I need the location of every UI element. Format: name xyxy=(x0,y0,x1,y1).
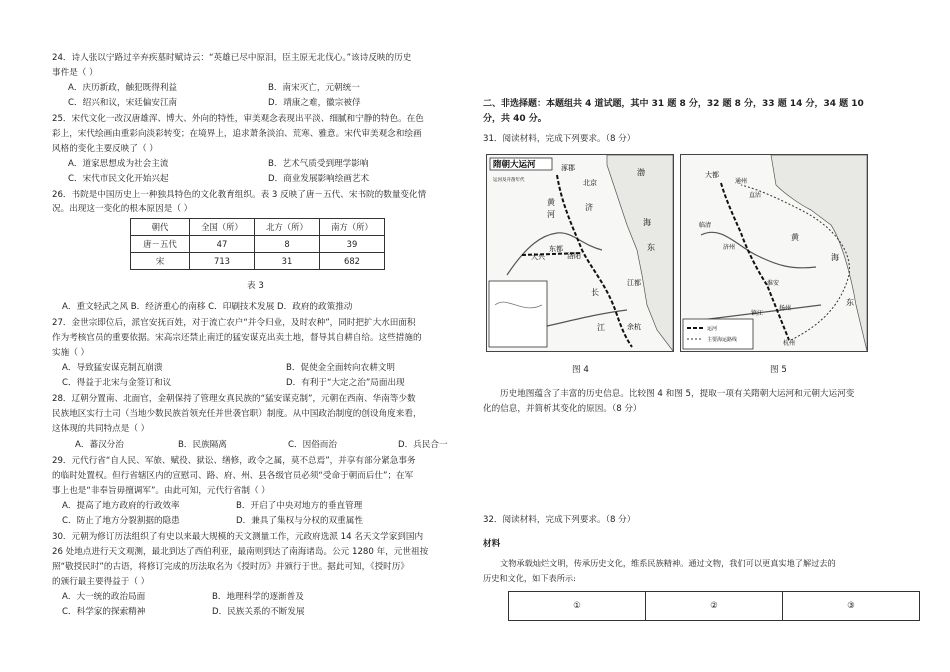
map-inset xyxy=(489,281,547,347)
q28-option-a: A．蕃汉分治 xyxy=(75,440,124,450)
legend-canal-label: 运河 xyxy=(707,326,718,332)
q24-option-b: B．南宋灭亡，元朝统一 xyxy=(268,83,360,93)
table-cell: 39 xyxy=(320,236,385,253)
map-label: 济 xyxy=(585,203,593,212)
legend-sea-label: 主要海运路线 xyxy=(707,337,738,343)
table-cell: ③ xyxy=(783,592,920,621)
map-label: 海 xyxy=(831,253,839,262)
table-header-cell: 朝代 xyxy=(131,219,190,236)
map-label: 大都 xyxy=(705,171,719,179)
q30-stem-line1: 30．元朝为修订历法组织了有史以来最大规模的天文测量工作，元政府选派 14 名天文学家到国内 xyxy=(52,532,424,542)
map-label: 淮安 xyxy=(767,280,780,287)
q29-stem-line3: 事上也是“非奉旨毋擅调军”。由此可知，元代行省制（ ） xyxy=(52,486,270,496)
q28-option-c: C．因俗而治 xyxy=(288,440,337,450)
table-cell: 8 xyxy=(255,236,320,253)
q24-stem-line2: 事件是（ ） xyxy=(52,68,98,78)
q30-stem-line4: 的颁行最主要得益于（ ） xyxy=(52,577,150,587)
table-cell: 宋 xyxy=(131,253,190,270)
q27-stem-line1: 27．金世宗即位后，派官安抚百姓，对于流亡农户“并令归业，及时农种”，同时把扩大水田面积 xyxy=(52,318,416,328)
map-legend: 运河及开凿年代 xyxy=(493,178,525,183)
q29-stem-line2: 的临时处置权。但行省辖区内的宣慰司、路、府、州、县各级官员必须“受命于朝而后仕”；在军 xyxy=(52,471,414,481)
map-label: 涿郡 xyxy=(561,164,575,172)
q24-option-d: D．靖康之难，徽宗被俘 xyxy=(268,98,361,108)
map-label: 济州 xyxy=(723,244,736,251)
q31-stem: 31．阅读材料，完成下列要求。（8 分） xyxy=(483,134,636,144)
q26-stem-line2: 况。出现这一变化的根本原因是（ ） xyxy=(52,204,193,214)
table-row xyxy=(509,592,920,621)
section-title-line2: 分，共 40 分。 xyxy=(483,114,547,124)
artifact-table xyxy=(508,591,920,621)
table-header-cell: 全国（所） xyxy=(190,219,255,236)
q30-stem-line3: 照“敬授民时”的古语，将修订完成的历法取名为《授时历》并颁行于世。据此可知，《授时历》 xyxy=(52,562,409,572)
map-label: 江都 xyxy=(627,279,641,287)
map-label: 东都 xyxy=(549,245,563,253)
map-label: 临清 xyxy=(699,222,712,229)
table-row xyxy=(131,253,385,270)
legend-box xyxy=(683,319,753,349)
q32-stem: 32．阅读材料，完成下列要求。（8 分） xyxy=(483,515,636,525)
q25-stem-line1: 25．宋代文化一改汉唐雄浑、博大、外向的特性，审美观念表现出平淡、细腻和宁静的特色。在色 xyxy=(52,114,424,124)
table-header-row xyxy=(131,219,385,236)
table-cell: 713 xyxy=(190,253,255,270)
q27-option-c: C．得益于北宋与金签订和议 xyxy=(62,378,172,388)
q30-option-c: C．科学家的探索精神 xyxy=(62,607,146,617)
map-label: 黄 xyxy=(791,233,799,242)
table-cell: 唐－五代 xyxy=(131,236,190,253)
figure4-caption: 图 4 xyxy=(572,365,589,375)
q28-option-d: D．兵民合一 xyxy=(398,440,448,450)
map-label: 杭州 xyxy=(783,340,796,347)
q30-option-d: D．民族关系的不断发展 xyxy=(212,607,305,617)
q29-option-d: D．兼具了集权与分权的双重属性 xyxy=(236,516,363,526)
map-label: 镇江 xyxy=(751,310,764,317)
map-title: 隋朝大运河 xyxy=(493,160,536,170)
map-label: 江 xyxy=(597,323,605,332)
q28-option-b: B．民族隔离 xyxy=(178,440,227,450)
map-label: 大兴 xyxy=(531,253,545,261)
q30-stem-line2: 26 处地点进行天文观测，最北到达了西伯利亚，最南则到达了南海诸岛。公元 1280 年，元世祖按 xyxy=(52,547,429,557)
q30-option-a: A．大一统的政治局面 xyxy=(62,592,146,602)
q28-stem-line1: 28．辽朝分置南、北面官，金朝保持了管理女真民族的“猛安谋克制”，元朝在西南、华南等少数 xyxy=(52,394,416,404)
q25-option-d: D．商业发展影响绘画艺术 xyxy=(268,174,370,184)
map-label: 扬州 xyxy=(779,305,792,312)
table-header-cell: 南方（所） xyxy=(320,219,385,236)
q28-stem-line2: 民族地区实行土司（当地少数民族首领充任并世袭官职）制度。从中国政治制度的创设角度来看， xyxy=(52,409,422,419)
q25-stem-line2: 彩上，宋代绘画由重彩向淡彩转变；在境界上，追求萧条淡泊、荒寒、雅意。宋代审美观念和绘画 xyxy=(52,129,422,139)
q31-text-line1: 历史地图蕴含了丰富的历史信息。比较图 4 和图 5，提取一项有关隋朝大运河和元朝大运河变 xyxy=(500,389,855,399)
map-label: 黄 xyxy=(547,198,555,207)
map-label: 东 xyxy=(846,298,854,307)
q26-options: A．重文轻武之风 B．经济重心的南移 C．印刷技术发展 D．政府的政策推动 xyxy=(62,302,353,312)
map-label: 直沽 xyxy=(749,192,762,199)
table-cell: 31 xyxy=(255,253,320,270)
yuan-canal-map xyxy=(680,154,868,352)
q24-stem-line1: 24．诗人张以宁路过辛弃疾墓时赋诗云：“英雄已尽中原泪，臣主原无北伐心。”该诗反映的历史 xyxy=(52,53,412,63)
sui-canal-map xyxy=(486,154,674,352)
q27-option-b: B．促使金全面转向农耕文明 xyxy=(286,363,396,373)
q24-option-a: A．庆历新政，触犯既得利益 xyxy=(68,83,178,93)
q31-text-line2: 化的信息，并简析其变化的原因。（8 分） xyxy=(483,404,642,414)
table-cell: 682 xyxy=(320,253,385,270)
q24-option-c: C．绍兴和议，宋廷偏安江南 xyxy=(68,98,178,108)
table-caption: 表 3 xyxy=(247,281,264,291)
q27-stem-line2: 作为考核官员的重要依据。宋高宗还禁止南迁的猛安谋克出卖土地，督导其自耕自给。这些措施的 xyxy=(52,333,422,343)
q25-option-b: B．艺术气质受到理学影响 xyxy=(268,159,369,169)
academy-table xyxy=(130,218,385,270)
q26-stem-line1: 26．书院是中国历史上一种独具特色的文化教育组织。表 3 反映了唐－五代、宋书院的数量变化情 xyxy=(52,190,427,200)
q25-option-a: A．道家思想成为社会主流 xyxy=(68,159,169,169)
q27-option-a: A．导致猛安谋克制瓦崩溃 xyxy=(62,363,163,373)
table-cell: ② xyxy=(646,592,783,621)
q25-option-c: C．宋代市民文化开始兴起 xyxy=(68,174,169,184)
map-label: 北京 xyxy=(583,179,597,187)
q29-stem-line1: 29．元代行省“自人民、军旅、赋役、狱讼、缮修，政令之属，莫不总焉”，并享有部分紧急事务 xyxy=(52,456,416,466)
map-label: 长 xyxy=(591,288,599,297)
q25-stem-line3: 风格的变化主要反映了（ ） xyxy=(52,144,158,154)
q29-option-b: B．开启了中央对地方的垂直管理 xyxy=(236,501,363,511)
map-label: 东 xyxy=(647,243,655,252)
q32-material-label: 材料 xyxy=(483,539,501,549)
q32-text-line1: 文物承载灿烂文明，传承历史文化，维系民族精神。通过文物，我们可以更真实地了解过去的 xyxy=(500,558,836,568)
table-header-cell: 北方（所） xyxy=(255,219,320,236)
map-label: 河 xyxy=(547,210,555,219)
map-label: 余杭 xyxy=(627,323,641,331)
q32-text-line2: 历史和文化，如下表所示: xyxy=(483,573,576,583)
table-row xyxy=(131,236,385,253)
table-cell: 47 xyxy=(190,236,255,253)
q28-stem-line3: 这体现的共同特点是（ ） xyxy=(52,424,150,434)
q30-option-b: B．地理科学的逐渐普及 xyxy=(212,592,304,602)
map-label: 通州 xyxy=(735,178,748,185)
map-label: 渤 xyxy=(637,168,645,177)
table-cell: ① xyxy=(509,592,646,621)
map-label: 海 xyxy=(643,218,651,227)
q29-option-a: A．提高了地方政府的行政效率 xyxy=(62,501,180,511)
q27-stem-line3: 实施（ ） xyxy=(52,348,90,358)
q29-option-c: C．防止了地方分裂割据的隐患 xyxy=(62,516,180,526)
section-title-line1: 二、非选择题：本题组共 4 道试题，其中 31 题 8 分，32 题 8 分，33 题 14 分，34 题 10 xyxy=(483,99,864,109)
q27-option-d: D．有利于“大定之治”局面出现 xyxy=(286,378,405,388)
figure5-caption: 图 5 xyxy=(770,365,787,375)
map-label: 洛阳 xyxy=(567,252,581,260)
